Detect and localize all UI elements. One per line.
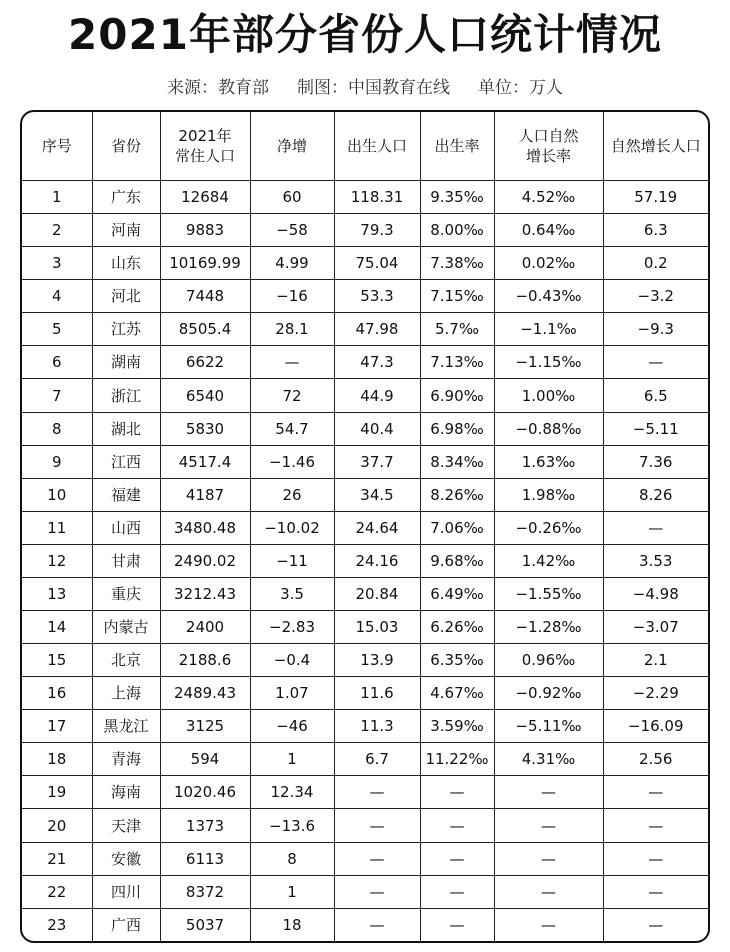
natural-growth-rate-cell: −1.1‰ bbox=[494, 313, 603, 346]
natural-growth-cell: 7.36 bbox=[603, 445, 708, 478]
birth-rate-cell: 6.98‰ bbox=[420, 412, 494, 445]
birth-rate-cell: — bbox=[420, 875, 494, 908]
births-cell: 11.6 bbox=[334, 677, 420, 710]
province-cell: 广东 bbox=[92, 181, 160, 214]
natural-growth-rate-cell: — bbox=[494, 842, 603, 875]
population-cell: 9883 bbox=[160, 214, 250, 247]
births-cell: 47.98 bbox=[334, 313, 420, 346]
index-cell: 9 bbox=[22, 445, 92, 478]
net-increase-cell: −10.02 bbox=[250, 511, 334, 544]
birth-rate-cell: 6.26‰ bbox=[420, 611, 494, 644]
birth-rate-cell: 7.13‰ bbox=[420, 346, 494, 379]
col-natural-growth-rate-header: 人口自然 增长率 bbox=[494, 112, 603, 181]
index-cell: 11 bbox=[22, 511, 92, 544]
natural-growth-cell: 3.53 bbox=[603, 544, 708, 577]
table-row bbox=[22, 677, 708, 710]
population-cell: 3480.48 bbox=[160, 511, 250, 544]
births-cell: — bbox=[334, 809, 420, 842]
population-cell: 4517.4 bbox=[160, 445, 250, 478]
births-cell: 40.4 bbox=[334, 412, 420, 445]
province-cell: 湖南 bbox=[92, 346, 160, 379]
births-cell: 6.7 bbox=[334, 743, 420, 776]
province-cell: 湖北 bbox=[92, 412, 160, 445]
net-increase-cell: −0.4 bbox=[250, 644, 334, 677]
natural-growth-rate-cell: 0.64‰ bbox=[494, 214, 603, 247]
natural-growth-rate-cell: 1.63‰ bbox=[494, 445, 603, 478]
births-cell: — bbox=[334, 776, 420, 809]
natural-growth-cell: — bbox=[603, 809, 708, 842]
province-cell: 上海 bbox=[92, 677, 160, 710]
birth-rate-cell: 8.00‰ bbox=[420, 214, 494, 247]
col-birth-rate-header: 出生率 bbox=[420, 112, 494, 181]
birth-rate-cell: — bbox=[420, 809, 494, 842]
population-cell: 12684 bbox=[160, 181, 250, 214]
table-row bbox=[22, 809, 708, 842]
table-row bbox=[22, 743, 708, 776]
natural-growth-cell: 6.5 bbox=[603, 379, 708, 412]
population-cell: 2490.02 bbox=[160, 544, 250, 577]
col-natural-growth-header: 自然增长人口 bbox=[603, 112, 708, 181]
table-row bbox=[22, 511, 708, 544]
natural-growth-rate-cell: −1.55‰ bbox=[494, 577, 603, 610]
table-row bbox=[22, 214, 708, 247]
province-cell: 四川 bbox=[92, 875, 160, 908]
table-row bbox=[22, 478, 708, 511]
population-cell: 8372 bbox=[160, 875, 250, 908]
province-cell: 内蒙古 bbox=[92, 611, 160, 644]
index-cell: 19 bbox=[22, 776, 92, 809]
table-row bbox=[22, 875, 708, 908]
province-cell: 海南 bbox=[92, 776, 160, 809]
table-row bbox=[22, 710, 708, 743]
province-cell: 青海 bbox=[92, 743, 160, 776]
natural-growth-rate-cell: −0.88‰ bbox=[494, 412, 603, 445]
index-cell: 16 bbox=[22, 677, 92, 710]
col-province-header: 省份 bbox=[92, 112, 160, 181]
births-cell: 34.5 bbox=[334, 478, 420, 511]
natural-growth-cell: −4.98 bbox=[603, 577, 708, 610]
birth-rate-cell: — bbox=[420, 776, 494, 809]
net-increase-cell: −46 bbox=[250, 710, 334, 743]
population-cell: 2188.6 bbox=[160, 644, 250, 677]
table-row bbox=[22, 247, 708, 280]
net-increase-cell: — bbox=[250, 346, 334, 379]
natural-growth-rate-cell: 4.31‰ bbox=[494, 743, 603, 776]
table-row bbox=[22, 280, 708, 313]
net-increase-cell: 1.07 bbox=[250, 677, 334, 710]
population-cell: 6113 bbox=[160, 842, 250, 875]
natural-growth-cell: — bbox=[603, 511, 708, 544]
index-cell: 18 bbox=[22, 743, 92, 776]
birth-rate-cell: 7.15‰ bbox=[420, 280, 494, 313]
natural-growth-rate-cell: 1.00‰ bbox=[494, 379, 603, 412]
population-cell: 3212.43 bbox=[160, 577, 250, 610]
population-cell: 594 bbox=[160, 743, 250, 776]
births-cell: — bbox=[334, 875, 420, 908]
net-increase-cell: −13.6 bbox=[250, 809, 334, 842]
birth-rate-cell: 9.35‰ bbox=[420, 181, 494, 214]
table-row bbox=[22, 346, 708, 379]
table-row bbox=[22, 313, 708, 346]
birth-rate-cell: 11.22‰ bbox=[420, 743, 494, 776]
population-cell: 6622 bbox=[160, 346, 250, 379]
index-cell: 21 bbox=[22, 842, 92, 875]
natural-growth-cell: 2.1 bbox=[603, 644, 708, 677]
table-row bbox=[22, 181, 708, 214]
natural-growth-cell: −16.09 bbox=[603, 710, 708, 743]
table-row bbox=[22, 842, 708, 875]
province-cell: 福建 bbox=[92, 478, 160, 511]
province-cell: 山东 bbox=[92, 247, 160, 280]
net-increase-cell: 12.34 bbox=[250, 776, 334, 809]
birth-rate-cell: 7.38‰ bbox=[420, 247, 494, 280]
table-row bbox=[22, 412, 708, 445]
province-cell: 江苏 bbox=[92, 313, 160, 346]
province-cell: 浙江 bbox=[92, 379, 160, 412]
index-cell: 4 bbox=[22, 280, 92, 313]
births-cell: 44.9 bbox=[334, 379, 420, 412]
index-cell: 14 bbox=[22, 611, 92, 644]
index-cell: 23 bbox=[22, 908, 92, 941]
births-cell: 13.9 bbox=[334, 644, 420, 677]
net-increase-cell: −1.46 bbox=[250, 445, 334, 478]
population-cell: 3125 bbox=[160, 710, 250, 743]
table-row bbox=[22, 544, 708, 577]
made-by-label: 制图：中国教育在线 bbox=[297, 78, 450, 98]
population-cell: 7448 bbox=[160, 280, 250, 313]
net-increase-cell: 3.5 bbox=[250, 577, 334, 610]
page-title: 2021年部分省份人口统计情况 bbox=[68, 10, 662, 59]
natural-growth-rate-cell: — bbox=[494, 875, 603, 908]
births-cell: 20.84 bbox=[334, 577, 420, 610]
index-cell: 7 bbox=[22, 379, 92, 412]
population-cell: 8505.4 bbox=[160, 313, 250, 346]
births-cell: 11.3 bbox=[334, 710, 420, 743]
source-line bbox=[0, 76, 730, 100]
births-cell: 79.3 bbox=[334, 214, 420, 247]
table-row bbox=[22, 577, 708, 610]
population-table bbox=[22, 112, 708, 941]
birth-rate-cell: 3.59‰ bbox=[420, 710, 494, 743]
birth-rate-cell: 6.90‰ bbox=[420, 379, 494, 412]
births-cell: 24.16 bbox=[334, 544, 420, 577]
index-cell: 2 bbox=[22, 214, 92, 247]
province-cell: 山西 bbox=[92, 511, 160, 544]
net-increase-cell: 18 bbox=[250, 908, 334, 941]
province-cell: 黑龙江 bbox=[92, 710, 160, 743]
province-cell: 河北 bbox=[92, 280, 160, 313]
net-increase-cell: −16 bbox=[250, 280, 334, 313]
natural-growth-rate-cell: 4.52‰ bbox=[494, 181, 603, 214]
net-increase-cell: −11 bbox=[250, 544, 334, 577]
births-cell: 75.04 bbox=[334, 247, 420, 280]
natural-growth-cell: — bbox=[603, 842, 708, 875]
unit-label: 单位：万人 bbox=[478, 78, 563, 98]
birth-rate-cell: 4.67‰ bbox=[420, 677, 494, 710]
natural-growth-rate-cell: −0.26‰ bbox=[494, 511, 603, 544]
col-index-header: 序号 bbox=[22, 112, 92, 181]
net-increase-cell: 26 bbox=[250, 478, 334, 511]
births-cell: — bbox=[334, 908, 420, 941]
table-row bbox=[22, 445, 708, 478]
col-births-header: 出生人口 bbox=[334, 112, 420, 181]
natural-growth-cell: −9.3 bbox=[603, 313, 708, 346]
net-increase-cell: 1 bbox=[250, 875, 334, 908]
natural-growth-cell: 0.2 bbox=[603, 247, 708, 280]
births-cell: 118.31 bbox=[334, 181, 420, 214]
natural-growth-rate-cell: −0.92‰ bbox=[494, 677, 603, 710]
natural-growth-rate-cell: −1.15‰ bbox=[494, 346, 603, 379]
natural-growth-cell: 6.3 bbox=[603, 214, 708, 247]
net-increase-cell: −2.83 bbox=[250, 611, 334, 644]
births-cell: 53.3 bbox=[334, 280, 420, 313]
population-cell: 1373 bbox=[160, 809, 250, 842]
col-population-header: 2021年 常住人口 bbox=[160, 112, 250, 181]
source-label: 来源：教育部 bbox=[167, 78, 269, 98]
natural-growth-cell: −3.2 bbox=[603, 280, 708, 313]
natural-growth-cell: — bbox=[603, 908, 708, 941]
index-cell: 20 bbox=[22, 809, 92, 842]
natural-growth-cell: — bbox=[603, 346, 708, 379]
population-cell: 1020.46 bbox=[160, 776, 250, 809]
net-increase-cell: 8 bbox=[250, 842, 334, 875]
population-cell: 4187 bbox=[160, 478, 250, 511]
births-cell: 24.64 bbox=[334, 511, 420, 544]
index-cell: 17 bbox=[22, 710, 92, 743]
net-increase-cell: 72 bbox=[250, 379, 334, 412]
natural-growth-rate-cell: — bbox=[494, 809, 603, 842]
birth-rate-cell: 9.68‰ bbox=[420, 544, 494, 577]
population-cell: 5037 bbox=[160, 908, 250, 941]
index-cell: 15 bbox=[22, 644, 92, 677]
net-increase-cell: 28.1 bbox=[250, 313, 334, 346]
natural-growth-rate-cell: — bbox=[494, 776, 603, 809]
col-net-increase-header: 净增 bbox=[250, 112, 334, 181]
table-body bbox=[22, 181, 708, 942]
natural-growth-cell: −3.07 bbox=[603, 611, 708, 644]
population-table-frame bbox=[20, 110, 710, 943]
table-row bbox=[22, 908, 708, 941]
birth-rate-cell: 6.49‰ bbox=[420, 577, 494, 610]
province-cell: 甘肃 bbox=[92, 544, 160, 577]
province-cell: 安徽 bbox=[92, 842, 160, 875]
table-row bbox=[22, 776, 708, 809]
natural-growth-rate-cell: 1.42‰ bbox=[494, 544, 603, 577]
natural-growth-cell: — bbox=[603, 875, 708, 908]
net-increase-cell: 60 bbox=[250, 181, 334, 214]
index-cell: 6 bbox=[22, 346, 92, 379]
natural-growth-cell: — bbox=[603, 776, 708, 809]
index-cell: 1 bbox=[22, 181, 92, 214]
table-row bbox=[22, 379, 708, 412]
natural-growth-rate-cell: −5.11‰ bbox=[494, 710, 603, 743]
table-row bbox=[22, 644, 708, 677]
population-cell: 2489.43 bbox=[160, 677, 250, 710]
births-cell: 37.7 bbox=[334, 445, 420, 478]
net-increase-cell: 1 bbox=[250, 743, 334, 776]
birth-rate-cell: 8.34‰ bbox=[420, 445, 494, 478]
natural-growth-rate-cell: −1.28‰ bbox=[494, 611, 603, 644]
natural-growth-cell: −2.29 bbox=[603, 677, 708, 710]
natural-growth-cell: 8.26 bbox=[603, 478, 708, 511]
births-cell: 15.03 bbox=[334, 611, 420, 644]
population-cell: 5830 bbox=[160, 412, 250, 445]
birth-rate-cell: 7.06‰ bbox=[420, 511, 494, 544]
natural-growth-rate-cell: 1.98‰ bbox=[494, 478, 603, 511]
province-cell: 江西 bbox=[92, 445, 160, 478]
index-cell: 8 bbox=[22, 412, 92, 445]
natural-growth-cell: −5.11 bbox=[603, 412, 708, 445]
natural-growth-rate-cell: — bbox=[494, 908, 603, 941]
birth-rate-cell: 8.26‰ bbox=[420, 478, 494, 511]
births-cell: — bbox=[334, 842, 420, 875]
population-cell: 10169.99 bbox=[160, 247, 250, 280]
birth-rate-cell: — bbox=[420, 908, 494, 941]
province-cell: 重庆 bbox=[92, 577, 160, 610]
province-cell: 北京 bbox=[92, 644, 160, 677]
net-increase-cell: 54.7 bbox=[250, 412, 334, 445]
natural-growth-rate-cell: −0.43‰ bbox=[494, 280, 603, 313]
province-cell: 广西 bbox=[92, 908, 160, 941]
table-row bbox=[22, 611, 708, 644]
index-cell: 12 bbox=[22, 544, 92, 577]
index-cell: 10 bbox=[22, 478, 92, 511]
net-increase-cell: −58 bbox=[250, 214, 334, 247]
province-cell: 河南 bbox=[92, 214, 160, 247]
province-cell: 天津 bbox=[92, 809, 160, 842]
population-cell: 2400 bbox=[160, 611, 250, 644]
index-cell: 22 bbox=[22, 875, 92, 908]
natural-growth-cell: 2.56 bbox=[603, 743, 708, 776]
birth-rate-cell: 5.7‰ bbox=[420, 313, 494, 346]
population-cell: 6540 bbox=[160, 379, 250, 412]
natural-growth-rate-cell: 0.96‰ bbox=[494, 644, 603, 677]
births-cell: 47.3 bbox=[334, 346, 420, 379]
natural-growth-rate-cell: 0.02‰ bbox=[494, 247, 603, 280]
birth-rate-cell: 6.35‰ bbox=[420, 644, 494, 677]
birth-rate-cell: — bbox=[420, 842, 494, 875]
index-cell: 13 bbox=[22, 577, 92, 610]
net-increase-cell: 4.99 bbox=[250, 247, 334, 280]
table-header-row bbox=[22, 112, 708, 181]
index-cell: 3 bbox=[22, 247, 92, 280]
index-cell: 5 bbox=[22, 313, 92, 346]
natural-growth-cell: 57.19 bbox=[603, 181, 708, 214]
